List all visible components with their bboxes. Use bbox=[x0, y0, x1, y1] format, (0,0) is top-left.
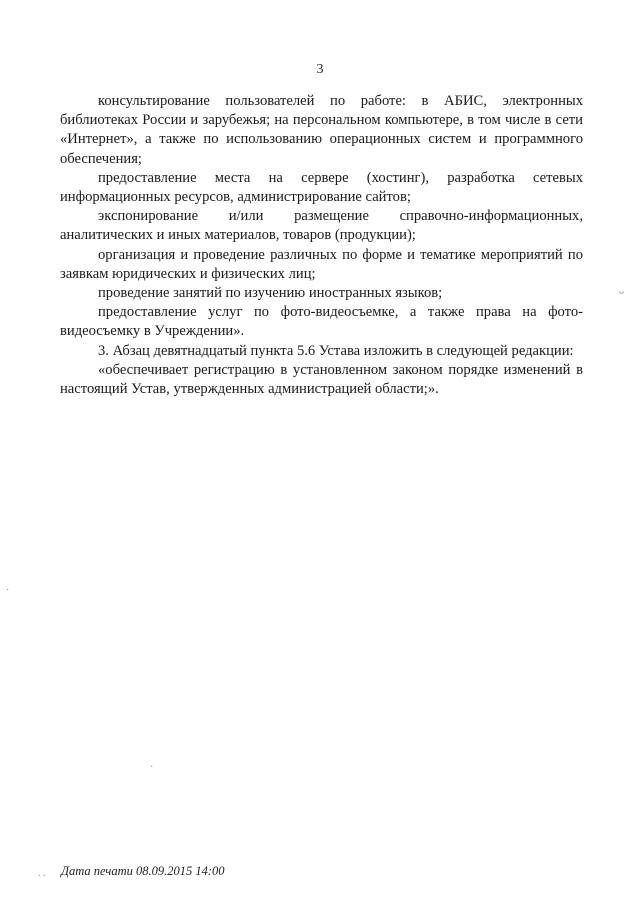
paragraph-photo-video: предоставление услуг по фото-видеосъемке, а также права на фото-видеосъемку в Учреждении». bbox=[60, 304, 583, 340]
paragraph-new-wording: «обеспечивает регистрацию в установленном законом порядке изменений в настоящий Устав, утвержденных администрацией области;». bbox=[60, 361, 583, 398]
paragraph-events: организация и проведение различных по форме и тематике мероприятий по заявкам юридических и физических лиц; bbox=[60, 246, 583, 282]
paragraph-hosting: предоставление места на сервере (хостинг), разработка сетевых информационных ресурсов, администрирование сайтов; bbox=[60, 169, 583, 206]
page-number: 3 bbox=[316, 62, 324, 77]
paragraph-languages: проведение занятий по изучению иностранных языков; bbox=[98, 285, 443, 302]
scan-speck: . . bbox=[38, 868, 46, 879]
paragraph-amendment-item-3: 3. Абзац девятнадцатый пункта 5.6 Устава изложить в следующей редакции: bbox=[98, 342, 574, 359]
scan-speck: · bbox=[150, 762, 154, 773]
print-date-footer: Дата печати 08.09.2015 14:00 bbox=[61, 864, 225, 878]
scan-speck: ᴗ bbox=[619, 286, 624, 297]
paragraph-exhibition: экспонирование и/или размещение справочно-информационных, аналитических и иных материалов, товаров (продукции); bbox=[60, 208, 583, 244]
paragraph-consulting: консультирование пользователей по работе: в АБИС, электронных библиотеках России и зарубежья; на персональном компьютере, в том числе в сети «Интернет», а также по использованию операционных систем и программного обеспечения; bbox=[60, 93, 583, 167]
scan-speck: · bbox=[6, 585, 10, 596]
document-body bbox=[60, 92, 583, 399]
